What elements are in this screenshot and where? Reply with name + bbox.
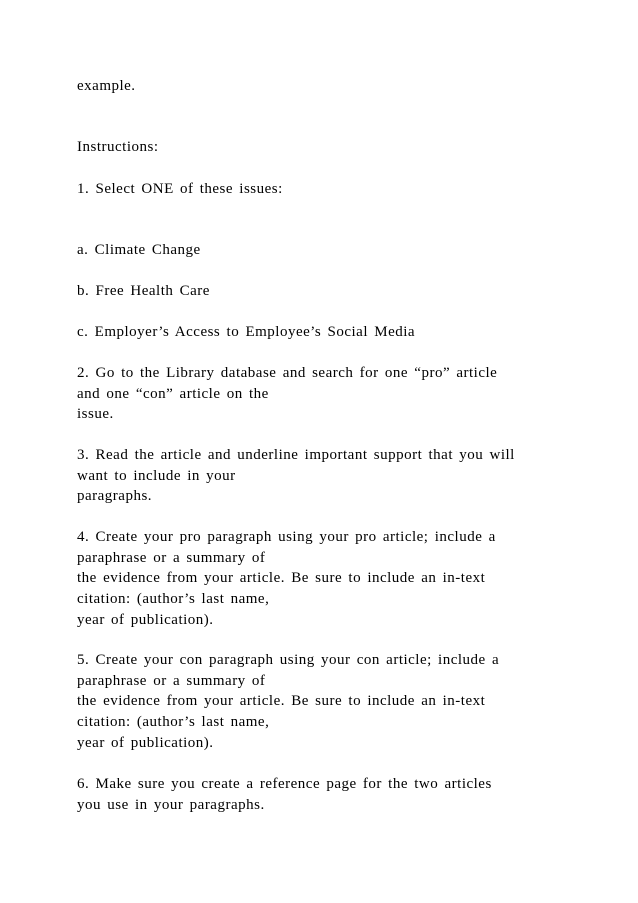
text-line: 1. Select ONE of these issues: (77, 181, 283, 197)
step-3 (77, 445, 597, 507)
step-5 (77, 650, 597, 754)
text-example (77, 76, 597, 97)
text-line: paragraphs. (77, 488, 153, 505)
text-line: 6. Make sure you create a reference page for the two articles (77, 776, 492, 792)
text-line: year of publication). (77, 611, 214, 628)
step-4 (77, 527, 597, 631)
option-a (77, 240, 597, 261)
step-6 (77, 774, 597, 815)
text-line: example. (77, 78, 136, 94)
text-line: 3. Read the article and underline important support that you will (77, 447, 515, 463)
text-line: 5. Create your con paragraph using your con article; include a (77, 652, 500, 668)
text-line: 4. Create your pro paragraph using your pro article; include a (77, 529, 496, 545)
text-line: c. Employer’s Access to Employee’s Social Media (77, 324, 416, 340)
text-line: citation: (author’s last name, (77, 714, 270, 731)
option-b (77, 281, 597, 302)
step-1 (77, 179, 597, 200)
text-line: the evidence from your article. Be sure to include an in-text (77, 693, 486, 710)
text-line: citation: (author’s last name, (77, 591, 270, 608)
text-line: paraphrase or a summary of (77, 672, 266, 689)
text-line: you use in your paragraphs. (77, 796, 265, 813)
text-line: and one “con” article on the (77, 385, 269, 402)
text-line: want to include in your (77, 467, 236, 484)
text-line: paraphrase or a summary of (77, 549, 266, 566)
text-line: issue. (77, 406, 114, 423)
text-line: year of publication). (77, 734, 214, 751)
instructions-heading (77, 137, 597, 158)
text-line: a. Climate Change (77, 242, 201, 258)
text-line: Instructions: (77, 139, 159, 155)
step-2 (77, 363, 597, 425)
text-line: the evidence from your article. Be sure to include an in-text (77, 570, 486, 587)
text-line: 2. Go to the Library database and search for one “pro” article (77, 365, 498, 381)
option-c (77, 322, 597, 343)
text-line: b. Free Health Care (77, 283, 210, 299)
